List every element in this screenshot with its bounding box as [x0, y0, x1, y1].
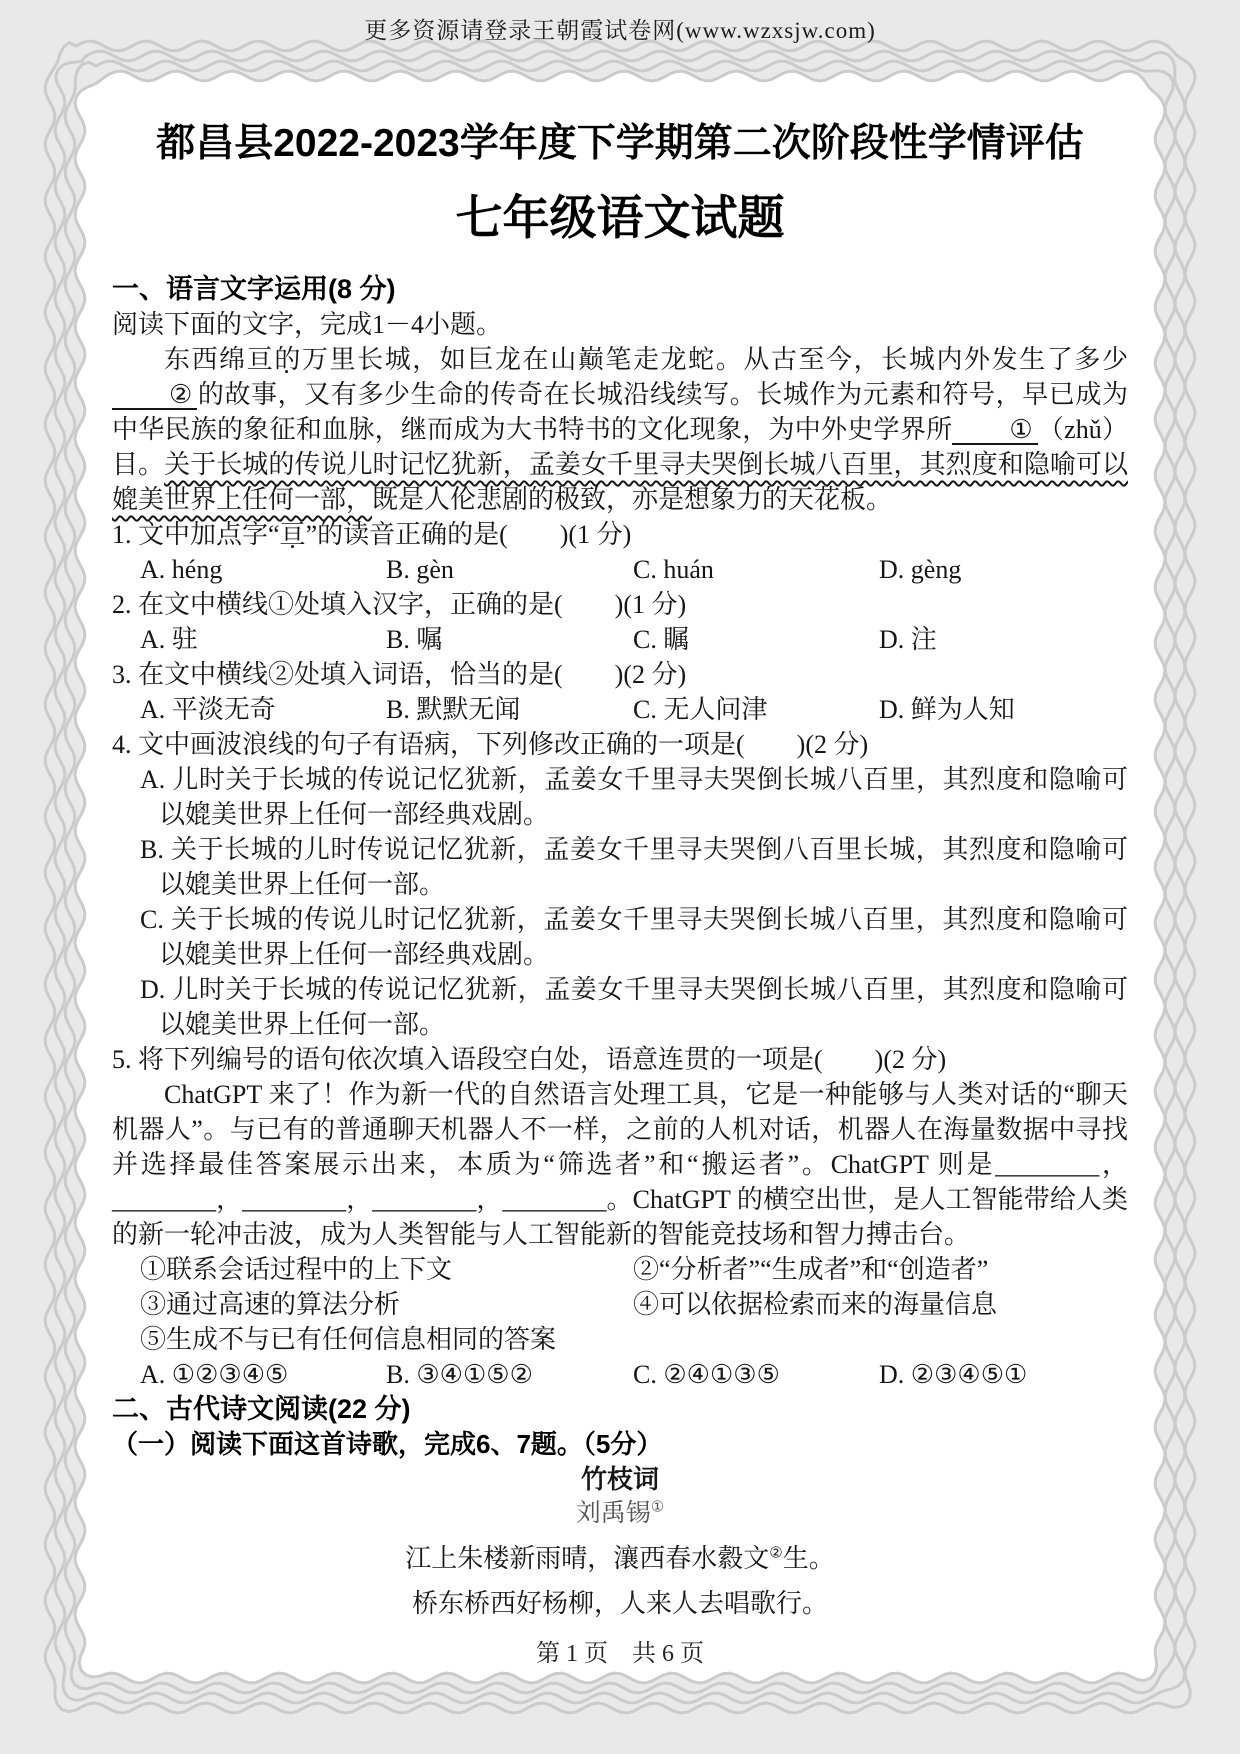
item-3: ③通过高速的算法分析 — [140, 1290, 401, 1319]
exam-subtitle: 七年级语文试题 — [455, 191, 785, 244]
question-5-text — [112, 1042, 1128, 1077]
poem-title: 竹枝词 — [580, 1464, 659, 1494]
passage-dotted-char: 亘 — [246, 345, 275, 374]
fill-blank-2 — [112, 381, 197, 410]
poem-block — [112, 1462, 1128, 1621]
passage-seg3: 的故事，又有多少生命的传奇在长城沿线续写。长城作为元素和符号，早已成为中华民族的象征和血脉，继而成为大书特书的文化现象，为中外史学界所 — [112, 380, 1128, 444]
section2-subsection-heading: （一）阅读下面这首诗歌，完成6、7题。（5分） — [112, 1429, 663, 1459]
option-a: A. héng — [140, 555, 223, 584]
option-c: C. 瞩 — [633, 625, 690, 654]
question-4-body: 文中画波浪线的句子有语病，下列修改正确的一项是( )(2 分) — [138, 730, 869, 759]
option-d: D. 注 — [879, 625, 937, 654]
question-2-body: 在文中横线①处填入汉字，正确的是( )(1 分) — [138, 590, 687, 619]
option-b: B. 默默无闻 — [386, 695, 521, 724]
poem-line-1 — [112, 1541, 1128, 1576]
header-notice: 更多资源请登录王朝霞试卷网(www.wzxsjw.com) — [364, 18, 876, 43]
option-d: D. ②③④⑤① — [879, 1360, 1028, 1389]
poem-author-name: 刘禹锡 — [575, 1500, 651, 1527]
question-4-text — [112, 727, 1128, 762]
author-footnote-marker: ① — [650, 1499, 665, 1516]
poem-line-1-end: 生。 — [782, 1544, 835, 1573]
question-1-options — [112, 552, 1128, 587]
section2-heading: 二、古代诗文阅读(22 分) — [112, 1394, 411, 1424]
option-c: C. 无人问津 — [633, 695, 768, 724]
passage-seg1: 东西绵 — [164, 345, 247, 374]
question-4-option-b: B. 关于长城的儿时传说记忆犹新，孟姜女千里寻夫哭倒八百里长城，其烈度和隐喻可以媲美世界上任何一部。 — [140, 835, 1128, 899]
question-2-text — [112, 587, 1128, 622]
reading-passage — [112, 342, 1128, 517]
blank-2-label: ② — [169, 380, 193, 409]
option-a: A. 平淡无奇 — [140, 695, 276, 724]
option-b: B. ③④①⑤② — [386, 1360, 533, 1389]
option-b: B. gèn — [386, 555, 454, 584]
fill-blank-1 — [952, 416, 1037, 445]
item-2: ②“分析者”“生成者”和“创造者” — [633, 1255, 989, 1284]
option-d: D. 鲜为人知 — [879, 695, 1015, 724]
option-b: B. 嘱 — [386, 625, 443, 654]
question-5-number: 5. — [112, 1045, 132, 1074]
page-content — [82, 84, 1158, 1672]
question-4-option-a: A. 儿时关于长城的传说记忆犹新，孟姜女千里寻夫哭倒长城八百里，其烈度和隐喻可以媲美世界上任何一部经典戏剧。 — [140, 765, 1128, 829]
option-c: C. huán — [633, 555, 714, 584]
poem-author — [112, 1497, 1128, 1531]
exam-title: 都昌县2022-2023学年度下学期第二次阶段性学情评估 — [156, 122, 1084, 165]
question-5-options — [112, 1357, 1128, 1392]
page-number-footer: 第 1 页 共 6 页 — [536, 1641, 704, 1667]
option-d: D. gèng — [879, 555, 962, 584]
option-a: A. ①②③④⑤ — [140, 1360, 289, 1389]
section1-heading: 一、语言文字运用(8 分) — [112, 274, 396, 304]
wavy-underlined-sentence: 关于长城的传说儿时记忆犹新，孟姜女千里寻夫哭倒长城八百里，其烈度和隐喻可以媲美世界上任何一部， — [112, 450, 1128, 514]
word-footnote-marker: ② — [769, 1545, 783, 1562]
question-5-body: 将下列编号的语句依次填入语段空白处，语意连贯的一项是( )(2 分) — [138, 1045, 947, 1074]
item-5: ⑤生成不与已有任何信息相同的答案 — [140, 1325, 557, 1354]
question-1-text — [112, 517, 1128, 552]
question-1-pre: 文中加点字“ — [138, 520, 280, 549]
passage-seg4: （zhǔ）目。 — [112, 415, 1128, 479]
question-1-dotted-char: 亘 — [279, 520, 306, 549]
item-1: ①联系会话过程中的上下文 — [140, 1255, 453, 1284]
question-3-text — [112, 657, 1128, 692]
item-4: ④可以依据检索而来的海量信息 — [633, 1290, 998, 1319]
poem-line-2: 桥东桥西好杨柳，人来人去唱歌行。 — [411, 1589, 828, 1618]
question-2-options — [112, 622, 1128, 657]
question-4-number: 4. — [112, 730, 132, 759]
question-3-number: 3. — [112, 660, 132, 689]
question-5-numbered-items — [112, 1252, 1128, 1357]
question-2-number: 2. — [112, 590, 132, 619]
question-4-option-c: C. 关于长城的传说儿时记忆犹新，孟姜女千里寻夫哭倒长城八百里，其烈度和隐喻可以媲美世界上任何一部经典戏剧。 — [140, 905, 1128, 969]
blank-1-label: ① — [1009, 415, 1033, 444]
passage-seg2: 的万里长城，如巨龙在山巅笔走龙蛇。从古至今，长城内外发生了多少 — [274, 345, 1128, 374]
poem-line-1-text: 江上朱楼新雨晴，瀼西春水縠文 — [405, 1544, 770, 1573]
question-4-option-d: D. 儿时关于长城的传说记忆犹新，孟姜女千里寻夫哭倒长城八百里，其烈度和隐喻可以媲美世界上任何一部。 — [140, 975, 1128, 1039]
section1-intro: 阅读下面的文字，完成1－4小题。 — [112, 310, 503, 339]
option-c: C. ②④①③⑤ — [633, 1360, 780, 1389]
question-5-passage: ChatGPT 来了！作为新一代的自然语言处理工具，它是一种能够与人类对话的“聊天机器人”。与已有的普通聊天机器人不一样，之前的人机对话，机器人在海量数据中寻找并选择最佳答案展示出来，本质为“筛选者”和“搬运者”。ChatGPT 则是________，________，________，________，________。ChatGPT 的横空出世，是人工智能带给人类的新一轮冲击波，成为人类智能与人工智能新的智能竞技场和智力搏击台。 — [112, 1080, 1128, 1249]
question-3-options — [112, 692, 1128, 727]
question-1-number: 1. — [112, 520, 132, 549]
question-3-body: 在文中横线②处填入词语，恰当的是( )(2 分) — [138, 660, 687, 689]
passage-seg5: 既是人伦悲剧的极致，亦是想象力的天花板。 — [372, 485, 893, 514]
option-a: A. 驻 — [140, 625, 198, 654]
question-1-post: ”的读音正确的是( )(1 分) — [305, 520, 632, 549]
